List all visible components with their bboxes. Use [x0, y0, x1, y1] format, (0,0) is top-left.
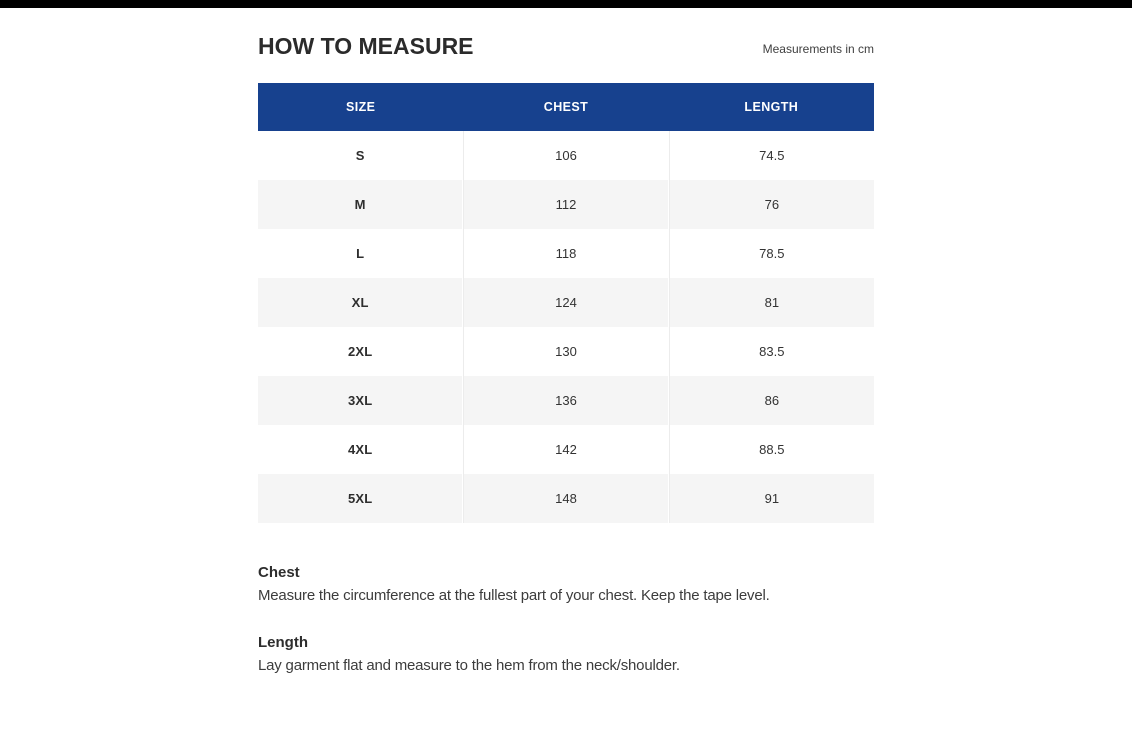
size-table [258, 83, 874, 523]
size-guide-panel [258, 32, 874, 674]
note-heading-chest: Chest [258, 564, 300, 581]
chest-cell: 124 [463, 278, 668, 327]
chest-cell: 130 [463, 327, 668, 376]
length-cell: 86 [669, 376, 874, 425]
size-table-body [258, 131, 874, 523]
note-chest [258, 564, 874, 604]
chest-cell: 118 [463, 229, 668, 278]
note-length [258, 634, 874, 674]
size-cell: 5XL [258, 474, 463, 523]
table-row [258, 425, 874, 474]
size-cell: 2XL [258, 327, 463, 376]
table-row [258, 229, 874, 278]
chest-cell: 148 [463, 474, 668, 523]
column-header-chest: CHEST [463, 83, 668, 131]
size-cell: 3XL [258, 376, 463, 425]
length-cell: 74.5 [669, 131, 874, 180]
table-row [258, 327, 874, 376]
note-text-length: Lay garment flat and measure to the hem from the neck/shoulder. [258, 657, 680, 674]
table-row [258, 376, 874, 425]
size-cell: M [258, 180, 463, 229]
title-row [258, 32, 874, 58]
table-row [258, 180, 874, 229]
top-bar [0, 0, 1132, 8]
size-cell: XL [258, 278, 463, 327]
size-cell: S [258, 131, 463, 180]
units-note: Measurements in cm [762, 42, 874, 56]
column-header-size: SIZE [258, 83, 463, 131]
column-header-length: LENGTH [669, 83, 874, 131]
length-cell: 88.5 [669, 425, 874, 474]
note-text-chest: Measure the circumference at the fullest part of your chest. Keep the tape level. [258, 587, 770, 604]
header-row [258, 83, 874, 131]
chest-cell: 136 [463, 376, 668, 425]
chest-cell: 106 [463, 131, 668, 180]
length-cell: 81 [669, 278, 874, 327]
note-heading-length: Length [258, 634, 308, 651]
size-table-header [258, 83, 874, 131]
table-row [258, 474, 874, 523]
size-cell: L [258, 229, 463, 278]
page-title: HOW TO MEASURE [258, 32, 474, 59]
length-cell: 83.5 [669, 327, 874, 376]
length-cell: 78.5 [669, 229, 874, 278]
size-cell: 4XL [258, 425, 463, 474]
table-row [258, 278, 874, 327]
table-row [258, 131, 874, 180]
length-cell: 91 [669, 474, 874, 523]
chest-cell: 142 [463, 425, 668, 474]
chest-cell: 112 [463, 180, 668, 229]
length-cell: 76 [669, 180, 874, 229]
